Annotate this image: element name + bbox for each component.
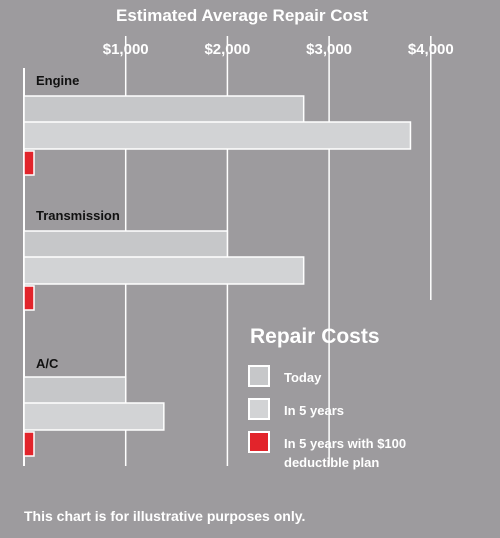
bar-deductible-0 — [24, 151, 34, 175]
bar-today-0 — [24, 96, 304, 123]
bar-5-years-2 — [24, 403, 164, 430]
legend-label-today: Today — [284, 370, 322, 385]
legend-swatch-deductible-plan — [248, 431, 270, 453]
category-label-0: Engine — [36, 73, 80, 88]
legend — [248, 325, 488, 470]
legend-swatch-5-years — [248, 398, 270, 420]
bar-today-2 — [24, 377, 126, 404]
bar-5-years-0 — [24, 122, 410, 149]
footnote: This chart is for illustrative purposes only. — [24, 508, 306, 524]
chart-title: Estimated Average Repair Cost — [116, 6, 368, 25]
legend-label-deductible-plan: In 5 years with $100 deductible plan — [284, 436, 407, 470]
legend-title: Repair Costs — [250, 325, 380, 348]
x-tick-label-2: $3,000 — [306, 41, 353, 58]
x-tick-label-1: $2,000 — [204, 41, 251, 58]
bar-today-1 — [24, 231, 227, 258]
x-tick-label-0: $1,000 — [102, 41, 149, 58]
bar-deductible-1 — [24, 286, 34, 310]
category-label-2: A/C — [36, 356, 59, 371]
x-tick-label-3: $4,000 — [407, 41, 454, 58]
legend-item-today — [248, 365, 474, 387]
category-label-1: Transmission — [36, 208, 120, 223]
legend-swatch-today — [248, 365, 270, 387]
bar-5-years-1 — [24, 257, 304, 284]
legend-item-deductible-plan — [248, 431, 474, 472]
bar-deductible-2 — [24, 432, 34, 456]
legend-label-5-years: In 5 years — [284, 403, 344, 418]
legend-item-5-years — [248, 398, 474, 420]
